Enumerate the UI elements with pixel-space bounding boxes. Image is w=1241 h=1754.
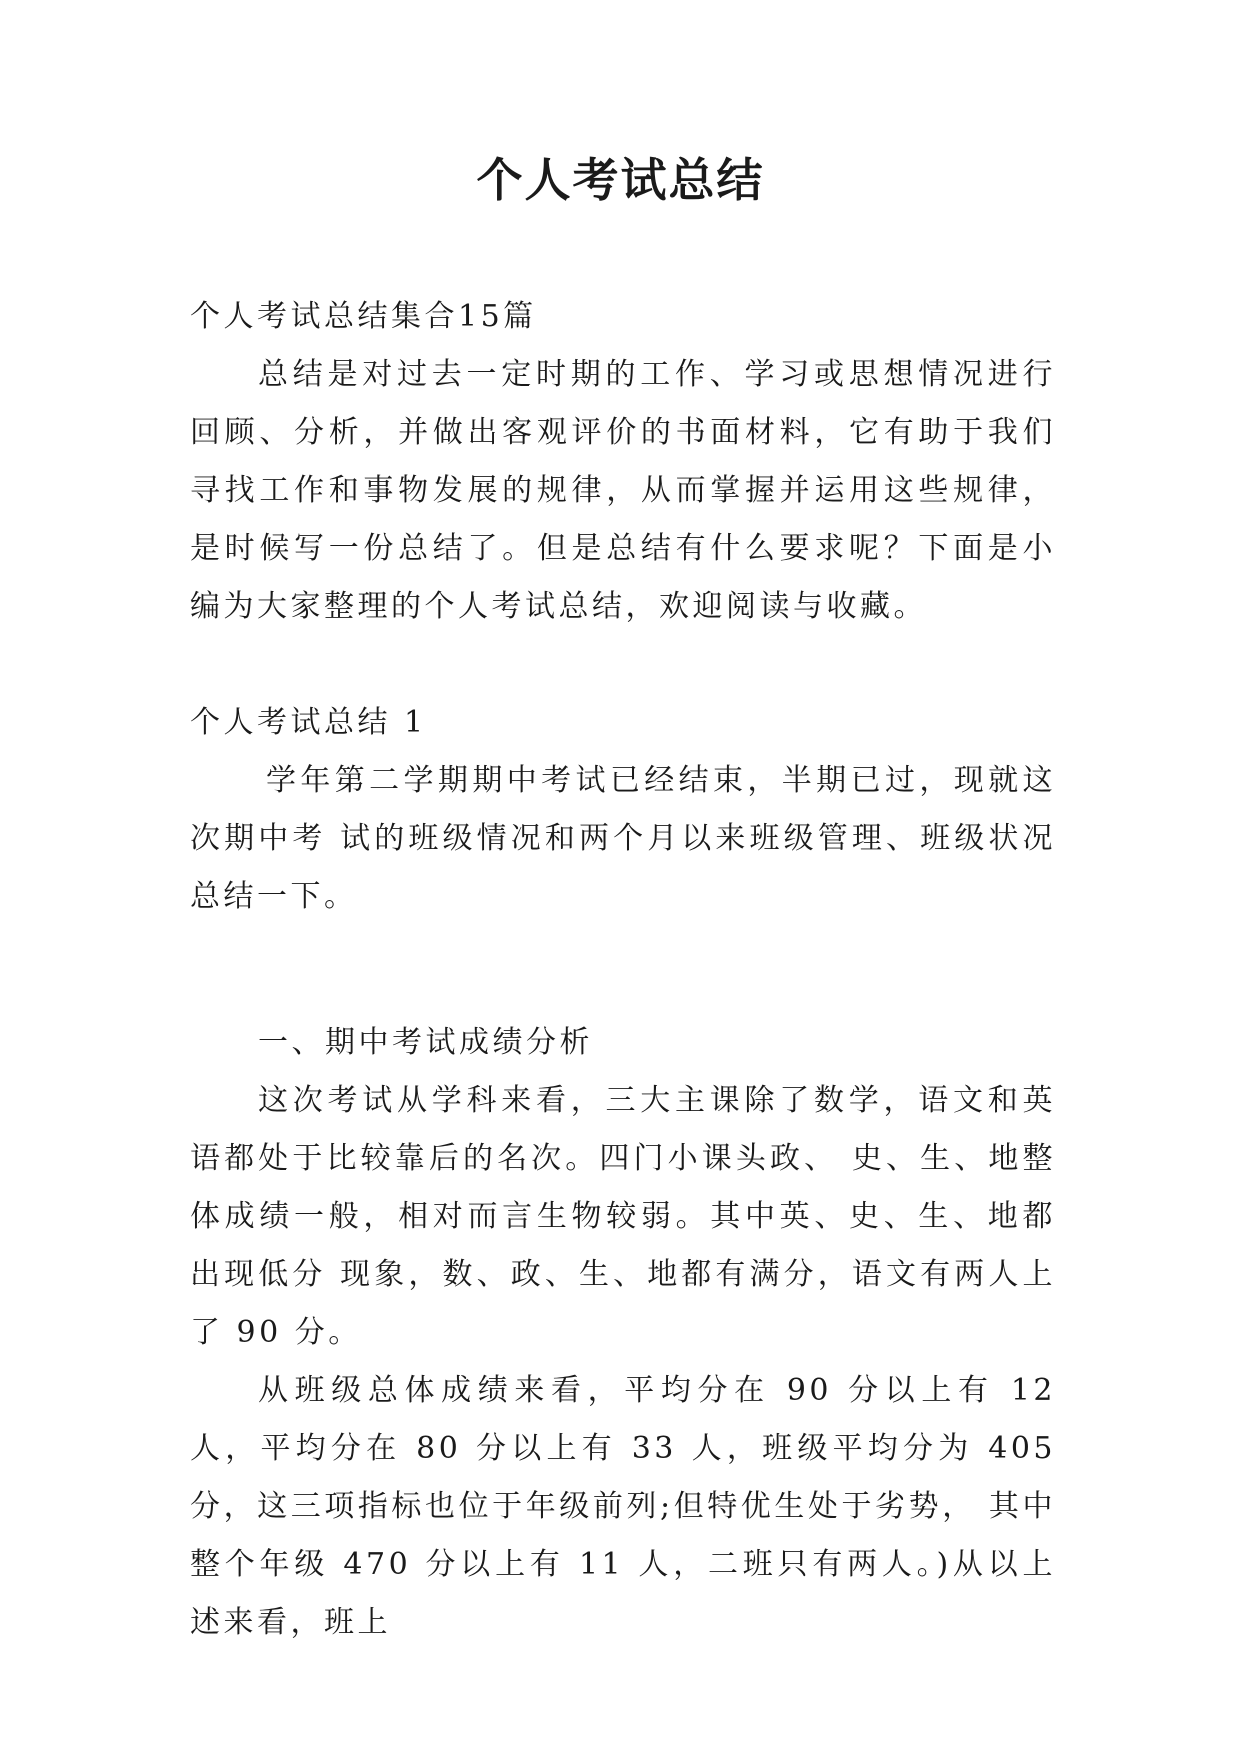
section-paragraph: 从班级总体成绩来看，平均分在 90 分以上有 12 人，平均分在 80 分以上有 33 人，班级平均分为 405 分，这三项指标也位于年级前列;但特优生处于劣势， 其中整个年级 470 分以上有 11 人，二班只有两人。)从以上述来看，班上 bbox=[190, 1373, 1056, 1640]
document-subtitle: 个人考试总结集合15篇 bbox=[190, 299, 537, 334]
document-title: 个人考试总结 bbox=[476, 153, 765, 207]
section-paragraph: 学年第二学期期中考试已经结束，半期已过，现就这次期中考 试的班级情况和两个月以来班级管理、班级状况总结一下。 bbox=[190, 763, 1056, 914]
section-heading: 个人考试总结 1 bbox=[190, 705, 427, 740]
intro-paragraph: 总结是对过去一定时期的工作、学习或思想情况进行回顾、分析，并做出客观评价的书面材料，它有助于我们寻找工作和事物发展的规律，从而掌握并运用这些规律，是时候写一份总结了。但是总结有什么要求呢？下面是小编为大家整理的个人考试总结，欢迎阅读与收藏。 bbox=[190, 357, 1056, 624]
document-body bbox=[190, 288, 1056, 1652]
spacer bbox=[190, 926, 1056, 1014]
spacer bbox=[190, 636, 1056, 694]
subsection-heading: 一、期中考试成绩分析 bbox=[258, 1025, 593, 1060]
section-paragraph: 这次考试从学科来看，三大主课除了数学，语文和英语都处于比较靠后的名次。四门小课头政、 史、生、地整体成绩一般，相对而言生物较弱。其中英、史、生、地都出现低分 现象，数、政、生、地都有满分，语文有两人上了 90 分。 bbox=[190, 1083, 1056, 1350]
